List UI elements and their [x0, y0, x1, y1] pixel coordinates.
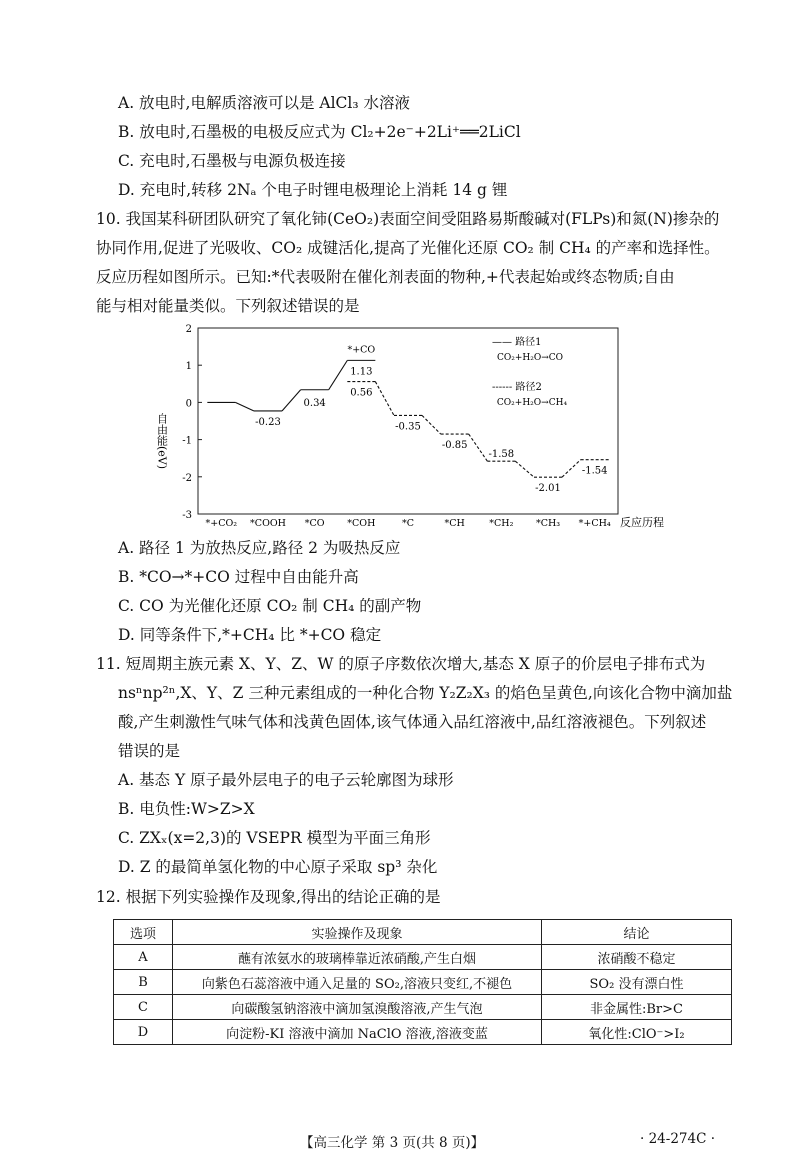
data-label: -1.58 — [488, 449, 515, 461]
row-conclusion: 浓硝酸不稳定 — [542, 945, 732, 970]
path1-connector — [235, 402, 254, 411]
header-operation: 实验操作及现象 — [173, 920, 542, 945]
x-tick-label: *CO — [304, 518, 325, 529]
row-option: C — [114, 995, 173, 1020]
legend-path2: ------ 路径2 — [492, 382, 542, 393]
row-operation: 向碳酸氢钠溶液中滴加氢溴酸溶液,产生气泡 — [173, 995, 542, 1020]
x-tick-label: *CH₂ — [489, 518, 514, 529]
q10-option-d: D. 同等条件下,*+CH₄ 比 *+CO 稳定 — [118, 626, 382, 644]
experiment-table — [113, 919, 732, 1045]
q9-option-d: D. 充电时,转移 2Nₐ 个电子时锂电极理论上消耗 14 g 锂 — [118, 181, 508, 199]
path2-connector — [375, 382, 394, 416]
x-tick-label: *COOH — [250, 518, 286, 529]
x-tick-label: *COH — [347, 518, 376, 529]
row-option: D — [114, 1020, 173, 1045]
q11-option-a: A. 基态 Y 原子最外层电子的电子云轮廓图为球形 — [118, 771, 454, 789]
q10-stem-line4: 能与相对能量类似。下列叙述错误的是 — [96, 297, 360, 315]
q10-option-b: B. *CO→*+CO 过程中自由能升高 — [118, 568, 359, 586]
q11-stem-line1: 11. 短周期主族元素 X、Y、Z、W 的原子序数依次增大,基态 X 原子的价层电子排布式为 — [96, 655, 706, 673]
y-tick-label: -1 — [182, 435, 192, 447]
path1-connector — [329, 360, 348, 389]
data-label: -0.35 — [395, 421, 421, 433]
y-tick-label: -3 — [182, 510, 192, 521]
x-tick-label: *+CH₄ — [578, 518, 611, 529]
data-label: -0.85 — [441, 440, 468, 452]
path2-connector — [515, 461, 534, 477]
legend-path2-reaction: CO₂+H₂O→CH₄ — [496, 398, 568, 408]
legend-path1: —— 路径1 — [492, 337, 542, 348]
q9-option-a: A. 放电时,电解质溶液可以是 AlCl₃ 水溶液 — [118, 94, 411, 112]
q11-option-b: B. 电负性:W>Z>X — [118, 800, 255, 818]
table-row — [114, 995, 732, 1020]
row-operation: 向紫色石蕊溶液中通入足量的 SO₂,溶液只变红,不褪色 — [173, 970, 542, 995]
data-label: 1.13 — [350, 366, 373, 378]
y-tick-label: -2 — [182, 472, 192, 484]
y-tick-label: 0 — [185, 398, 192, 410]
path2-connector — [469, 434, 488, 461]
q12-stem: 12. 根据下列实验操作及现象,得出的结论正确的是 — [96, 888, 441, 906]
q9-option-b: B. 放电时,石墨极的电极反应式为 Cl₂+2e⁻+2Li⁺══2LiCl — [118, 123, 521, 141]
row-conclusion: 非金属性:Br>C — [542, 995, 732, 1020]
q10-stem-line1: 10. 我国某科研团队研究了氧化铈(CeO₂)表面空间受阻路易斯酸碱对(FLPs)和氮(N)掺杂的 — [96, 210, 720, 228]
row-option: A — [114, 945, 173, 970]
x-axis-label: 反应历程 — [620, 516, 664, 529]
legend-path1-reaction: CO₂+H₂O→CO — [496, 353, 564, 363]
q10-stem-line3: 反应历程如图所示。已知:*代表吸附在催化剂表面的物种,+代表起始或终态物质;自由 — [96, 268, 675, 286]
q11-stem-line3: 酸,产生刺激性气味气体和浅黄色固体,该气体通入品红溶液中,品红溶液褪色。下列叙述 — [118, 713, 707, 731]
row-operation: 蘸有浓氨水的玻璃棒靠近浓硝酸,产生白烟 — [173, 945, 542, 970]
table-row — [114, 1020, 732, 1045]
path2-connector — [562, 460, 581, 477]
q11-option-c: C. ZXₓ(x=2,3)的 VSEPR 模型为平面三角形 — [118, 829, 431, 847]
q11-stem-line4: 错误的是 — [118, 742, 181, 760]
header-option: 选项 — [114, 920, 173, 945]
row-conclusion: 氧化性:ClO⁻>I₂ — [542, 1020, 732, 1045]
x-tick-label: *CH₃ — [535, 518, 561, 529]
data-label: -0.23 — [255, 416, 281, 428]
q10-stem-line2: 协同作用,促进了光吸收、CO₂ 成键活化,提高了光催化还原 CO₂ 制 CH₄ 的产率和选择性。 — [96, 239, 720, 257]
footer-code: · 24-274C · — [640, 1131, 716, 1147]
legend — [492, 335, 567, 408]
x-tick-label: *C — [401, 518, 415, 529]
q11-option-d: D. Z 的最简单氢化物的中心原子采取 sp³ 杂化 — [118, 858, 438, 876]
footer-page-info: 【高三化学 第 3 页(共 8 页)】 — [300, 1135, 485, 1151]
data-label: -2.01 — [535, 483, 561, 495]
data-label: -1.54 — [581, 465, 608, 477]
path2-connector — [422, 415, 441, 434]
row-operation: 向淀粉-KI 溶液中滴加 NaClO 溶液,溶液变蓝 — [173, 1020, 542, 1045]
path1-connector — [282, 390, 301, 411]
header-conclusion: 结论 — [542, 920, 732, 945]
path1-end-label: *+CO — [347, 344, 376, 356]
table-header-row — [114, 920, 732, 945]
row-conclusion: SO₂ 没有漂白性 — [542, 970, 732, 995]
q11-stem-line2: nsⁿnp²ⁿ,X、Y、Z 三种元素组成的一种化合物 Y₂Z₂X₃ 的焰色呈黄色,向该化合物中滴加盐 — [118, 684, 733, 702]
table-row — [114, 970, 732, 995]
q9-option-c: C. 充电时,石墨极与电源负极连接 — [118, 152, 346, 170]
x-tick-label: *+CO₂ — [205, 518, 238, 529]
y-tick-label: 1 — [185, 361, 192, 373]
row-option: B — [114, 970, 173, 995]
y-axis-label: 自由能(eV) — [155, 413, 169, 470]
data-label: 0.34 — [303, 397, 326, 409]
data-label: 0.56 — [350, 387, 373, 399]
x-tick-label: *CH — [444, 518, 465, 529]
free-energy-chart — [150, 318, 680, 533]
y-tick-label: 2 — [185, 324, 192, 335]
q10-option-a: A. 路径 1 为放热反应,路径 2 为吸热反应 — [118, 539, 401, 557]
q10-option-c: C. CO 为光催化还原 CO₂ 制 CH₄ 的副产物 — [118, 597, 422, 615]
table-row — [114, 945, 732, 970]
